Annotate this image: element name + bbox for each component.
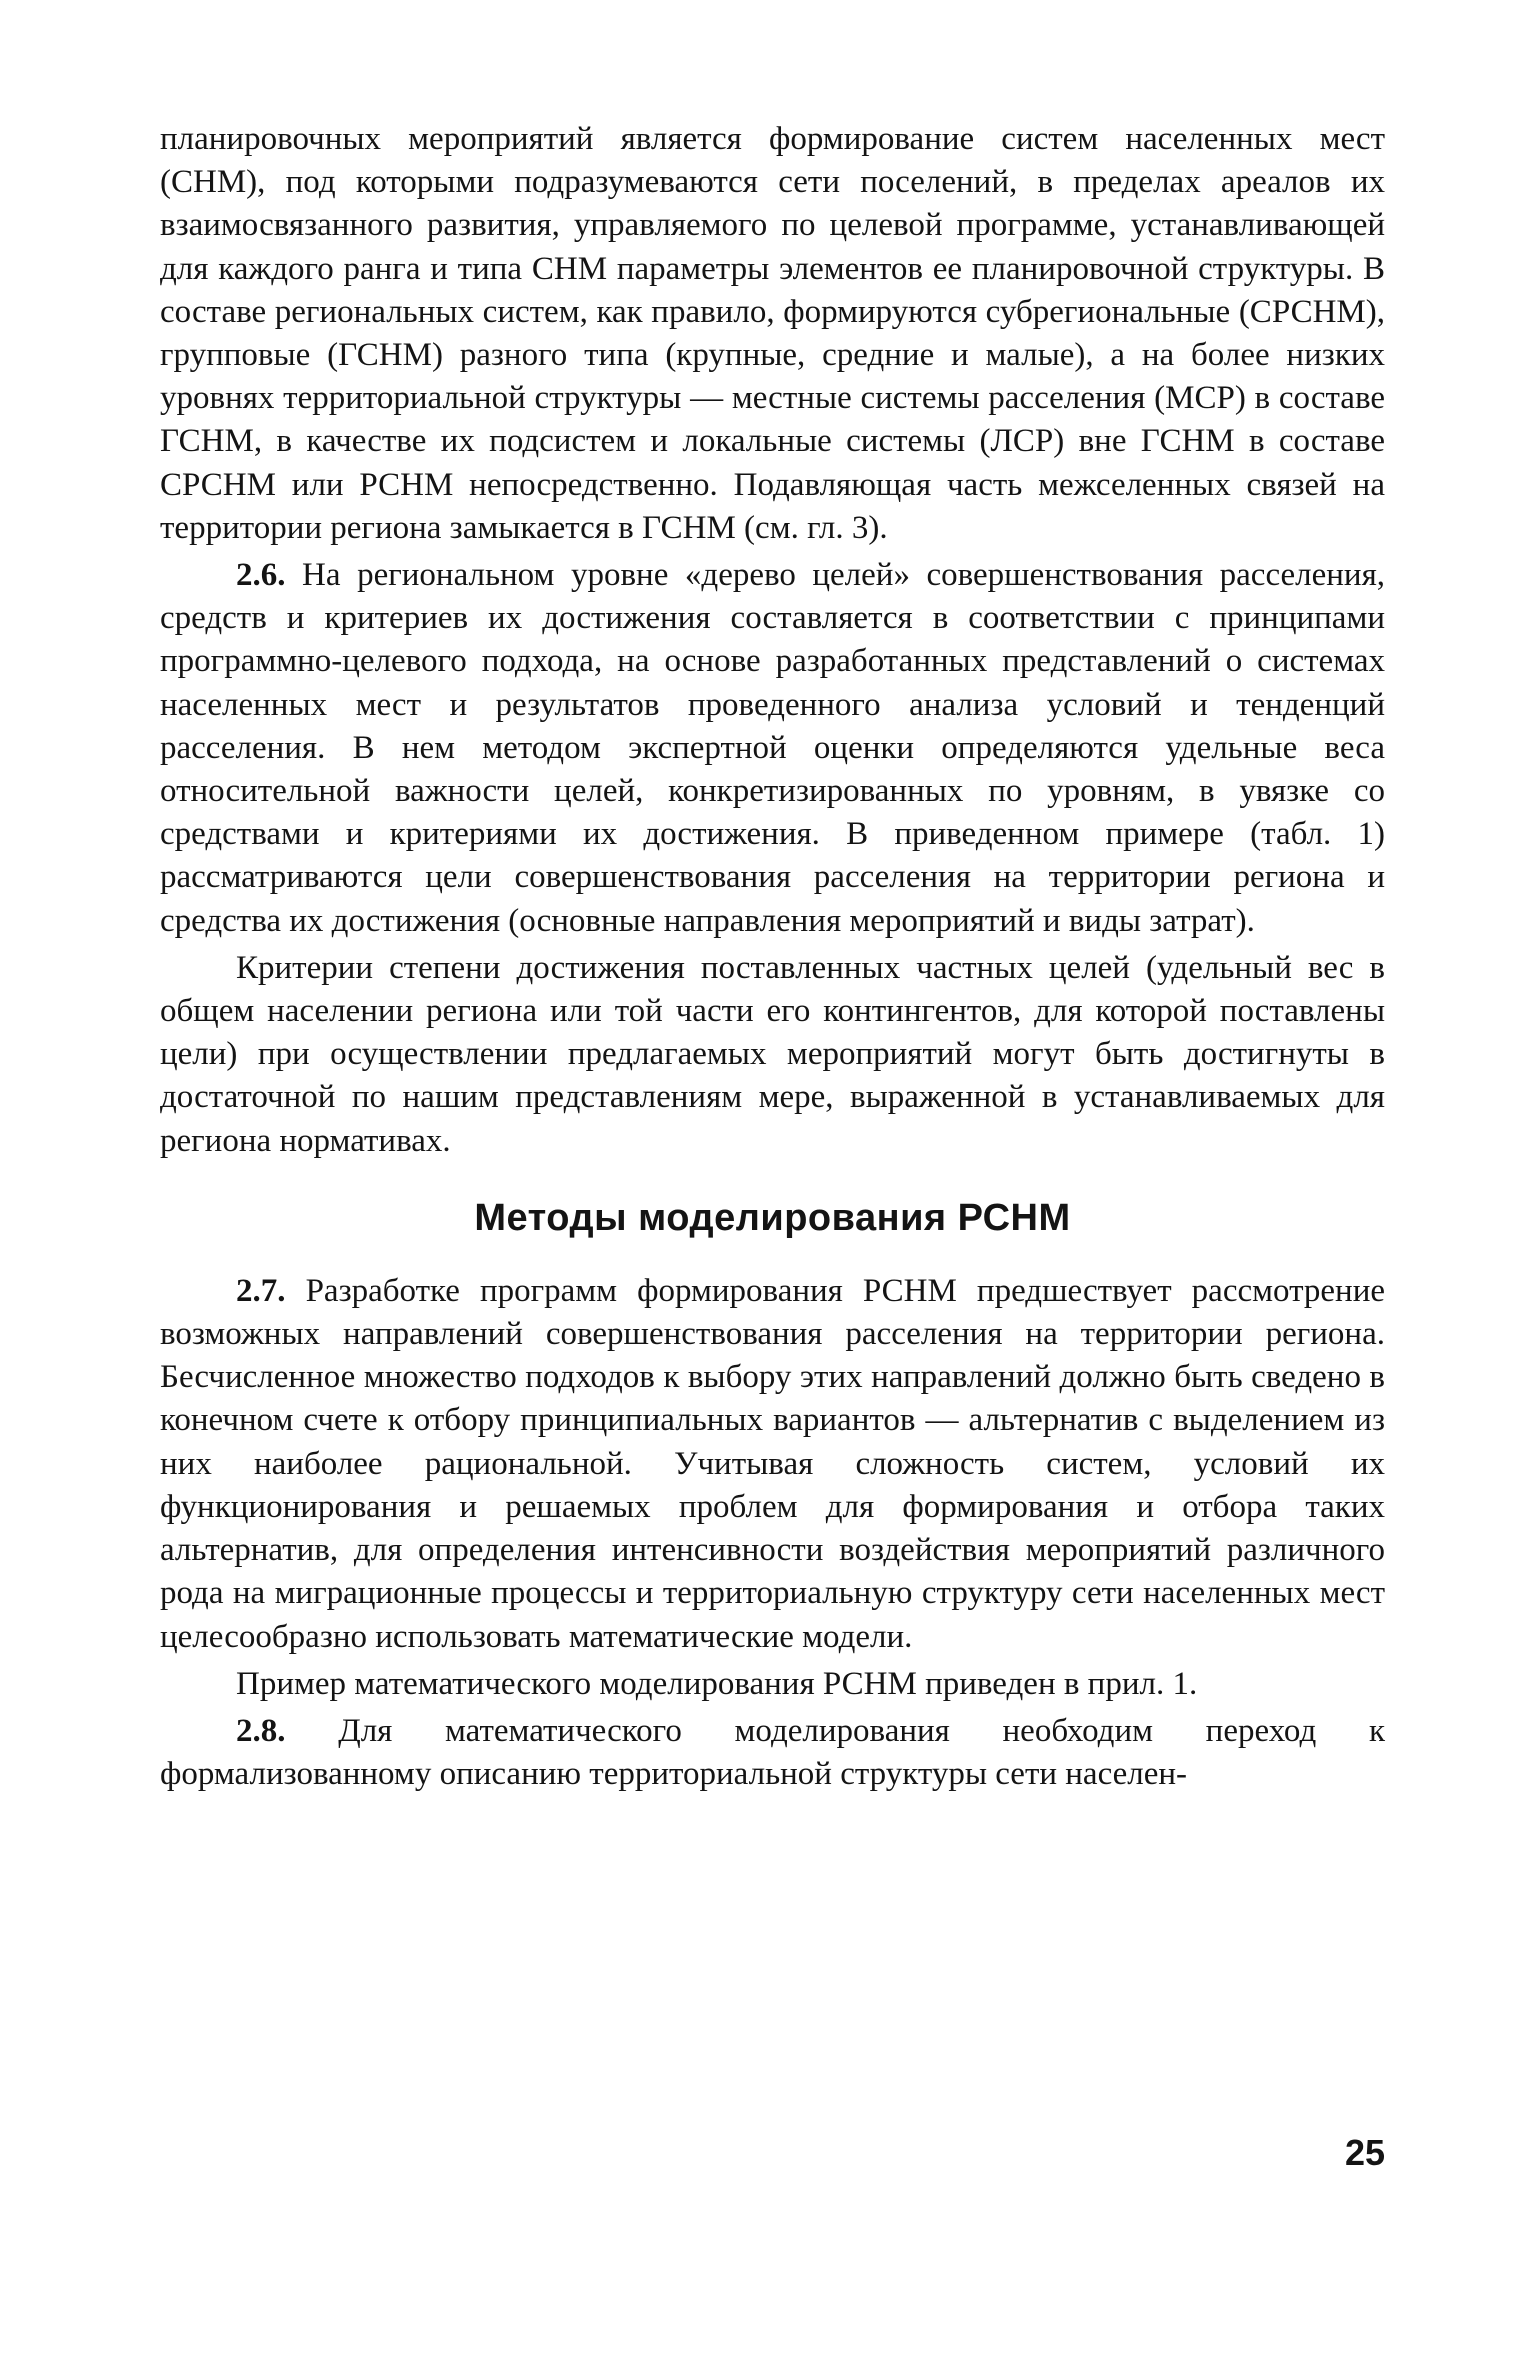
paragraph-text: Разработке программ формирования РСНМ предшествует рассмотрение возможных направлений совершенствования расселения на территории региона. Бесчисленное множество подходов к выбору этих направлений должно быть сведено в конечном счете к отбору принципиальных вариантов — альтернатив с выделением из них наиболее рациональной. Учитывая сложность систем, условий их функционирования и решаемых проблем для формирования и отбора таких альтернатив, для определения интенсивности воздействия мероприятий различного рода на миграционные процессы и территориальную структуру сети населенных мест целесообразно использовать математические модели. xyxy=(160,1272,1386,1655)
paragraph-2-7 xyxy=(160,1270,1385,1659)
paragraph-number: 2.6. xyxy=(236,557,286,594)
paragraph-2-6 xyxy=(160,554,1385,943)
paragraph-text: Пример математического моделирования РСНМ приведен в прил. 1. xyxy=(236,1665,1198,1702)
paragraph-continuation xyxy=(160,118,1385,550)
paragraph-example xyxy=(160,1663,1385,1706)
paragraph-number: 2.8. xyxy=(236,1712,286,1749)
paragraph-criteria xyxy=(160,947,1385,1163)
section-title: Методы моделирования РСНМ xyxy=(474,1196,1071,1239)
paragraph-text: Для математического моделирования необходим переход к формализованному описанию территориальной структуры сети населен- xyxy=(160,1712,1385,1793)
paragraph-2-8 xyxy=(160,1710,1385,1796)
page-body xyxy=(160,118,1385,1796)
paragraph-text: Критерии степени достижения поставленных частных целей (удельный вес в общем населении региона или той части его контингентов, для которой поставлены цели) при осуществлении предлагаемых мероприятий могут быть достигнуты в достаточной по нашим представлениям мере, выраженной в устанавливаемых для региона нормативах. xyxy=(160,949,1385,1159)
paragraph-number: 2.7. xyxy=(236,1272,286,1309)
page-number: 25 xyxy=(1344,2132,1385,2173)
paragraph-text: планировочных мероприятий является формирование систем населенных мест (СНМ), под которыми подразумеваются сети поселений, в пределах ареалов их взаимосвязанного развития, управляемого по целевой программе, устанавливающей для каждого ранга и типа СНМ параметры элементов ее планировочной структуры. В составе региональных систем, как правило, формируются субрегиональные (СРСНМ), групповые (ГСНМ) разного типа (крупные, средние и малые), а на более низких уровнях территориальной структуры — местные системы расселения (МСР) в составе ГСНМ, в качестве их подсистем и локальные системы (ЛСР) вне ГСНМ в составе СРСНМ или РСНМ непосредственно. Подавляющая часть межселенных связей на территории региона замыкается в ГСНМ (см. гл. 3). xyxy=(160,121,1385,546)
paragraph-text: На региональном уровне «дерево целей» совершенствования расселения, средств и критериев их достижения составляется в соответствии с принципами программно-целевого подхода, на основе разработанных представлений о системах населенных мест и результатов проведенного анализа условий и тенденций расселения. В нем методом экспертной оценки определяются удельные веса относительной важности целей, конкретизированных по уровням, в увязке со средствами и критериями их достижения. В приведенном примере (табл. 1) рассматриваются цели совершенствования расселения на территории региона и средства их достижения (основные направления мероприятий и виды затрат). xyxy=(160,557,1386,939)
